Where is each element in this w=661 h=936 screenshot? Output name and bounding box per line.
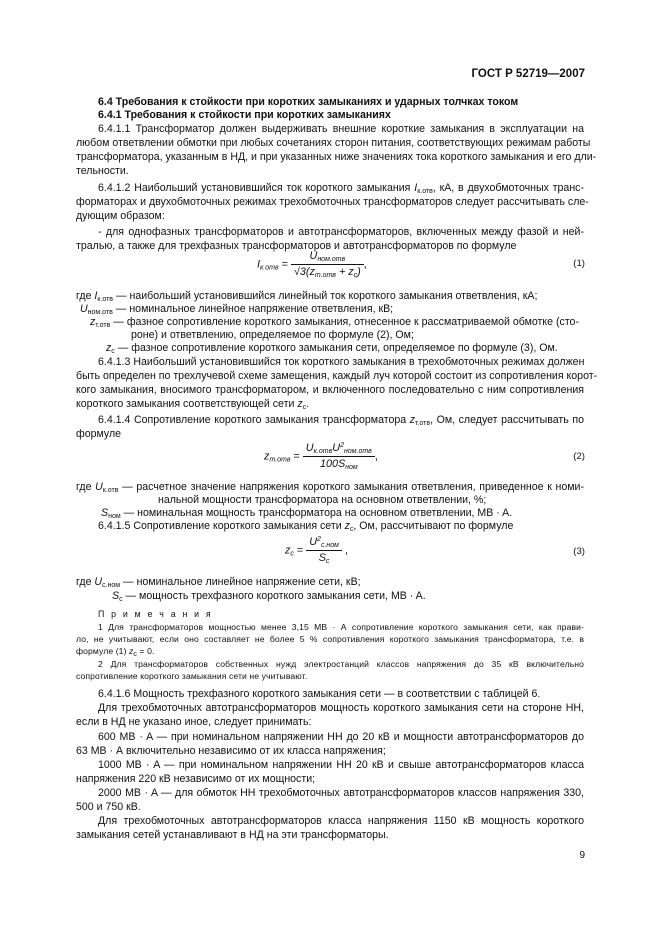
section-6-4-title: 6.4 Требования к стойкости при коротких замыканиях и ударных толчках током xyxy=(98,96,519,108)
where1-line-4: роне) и ответвлению, определяемое по формуле (2), Ом; xyxy=(131,329,414,341)
where3-line-2: $S_с$ — мощность трехфазного короткого замыкания сети, MB · A. xyxy=(112,590,426,603)
p6416-line-11: замыкания сетей устанавливают в НД на эти трансформаторы. xyxy=(76,829,389,841)
p6412-line-1: 6.4.1.2 Наибольший установившийся ток короткого замыкания $I_{к.отв}$, кА, в двухобмоточных транс- xyxy=(98,182,584,195)
p6413-line-1: 6.4.1.3 Наибольший установившийся ток короткого замыкания в трехобмоточных режимах должен xyxy=(98,356,585,368)
where1-line-1: где $I_{к.отв}$ — наибольший установившийся линейный ток короткого замыкания ответвления, кА; xyxy=(76,290,538,303)
page-number: 9 xyxy=(579,850,585,861)
where1-line-2: $U_{ном.отв}$ — номинальное линейное напряжение ответвления, кВ; xyxy=(80,303,394,316)
p6413-line-3: кого замыкания, вносимого трансформатором, и включенного последовательно с ним сопротивления xyxy=(76,384,584,396)
p6416-line-4: 600 MB · A — при номинальном напряжении НН до 20 кВ и мощности автотрансформаторов до xyxy=(98,731,584,743)
p6414-line-2: формуле xyxy=(76,428,122,440)
formula-3: $z_с$ = $\frac{U^2_{с.ном}}{S_с}$ , xyxy=(285,536,348,565)
p6411-line-2: любом ответвлении обмотки при любых сочетаниях сторон питания, соответствующих режимам работы xyxy=(76,137,591,149)
notes-title: П р и м е ч а н и я xyxy=(98,609,213,619)
p6411-line-4: тельности. xyxy=(76,165,129,177)
where2-line-2: нальной мощности трансформатора на основном ответвлении, %; xyxy=(158,494,487,506)
p6416-line-5: 63 МВ · А включительно независимо от их класса напряжения; xyxy=(76,745,386,757)
where3-line-1: где $U_{с.ном}$ — номинальное линейное напряжение сети, кВ; xyxy=(76,576,361,589)
formula-1-number: (1) xyxy=(573,258,585,269)
section-6-4-1-title: 6.4.1 Требования к стойкости при коротких замыканиях xyxy=(98,109,391,121)
p6415-line-1: 6.4.1.5 Сопротивление короткого замыкания сети $z_с$, Ом, рассчитывают по формуле xyxy=(98,520,514,533)
where1-line-5: $z_с$ — фазное сопротивление короткого замыкания сети, определяемое по формуле (3), Ом. xyxy=(106,342,558,355)
note-1-line-2: ло, не учитывают, если оно составляет не более 5 % сопротивления короткого замыкания трансформатора, т.е. в xyxy=(76,634,584,644)
p6416-line-6: 1000 MB · A — при номинальном напряжении НН 20 кВ и свыше автотрансформаторов класса xyxy=(98,759,584,771)
formula-2: $z_{т.отв}$ = $\frac{U_{к.отв}U^2_{ном.отв}}{100S_{ном}}$ , xyxy=(264,442,378,471)
p6412-line-5: тралью, а также для трехфазных трансформаторов и автотрансформаторов по формуле xyxy=(76,240,517,252)
note-1-line-3: формуле (1) $z_с = 0$. xyxy=(76,646,155,658)
p6413-line-2: быть определен по трехлучевой схеме замещения, каждый луч которой состоит из сопротивления корот- xyxy=(76,370,598,382)
p6412-line-4: - для однофазных трансформаторов и автотрансформаторов, включенных между фазой и ней- xyxy=(98,226,584,238)
where2-line-3: $S_{ном}$ — номинальная мощность трансформатора на основном ответвлении, MB · A. xyxy=(101,507,513,520)
p6416-line-8: 2000 MB · A — для обмоток НН трехобмоточных автотрансформаторов классов напряжения 330, xyxy=(98,787,584,799)
note-2-line-2: сопротивление короткого замыкания сети не учитывают. xyxy=(76,671,308,681)
p6416-line-7: напряжения 220 кВ независимо от их мощности; xyxy=(76,773,316,785)
formula-1: $I_{к.отв}$ = $\frac{U_{ном.отв}}{√3(z_{т.отв} + z_с)}$ , xyxy=(257,250,367,279)
p6416-line-10: Для трехобмоточных автотрансформаторов класса напряжения 1150 кВ мощность короткого xyxy=(98,815,584,827)
note-1-line-1: 1 Для трансформаторов мощностью менее 3,15 МВ · А сопротивление короткого замыкания сети, как прави- xyxy=(98,622,584,632)
p6416-line-3: если в НД не указано иное, следует принимать: xyxy=(76,716,312,728)
p6412-line-2: форматорах и двухобмоточных режимах трехобмоточных трансформаторов следует рассчитывать сле- xyxy=(76,196,589,208)
p6411-line-3: трансформатора, указанным в НД, и при указанных ниже значениях тока короткого замыкания и его дли- xyxy=(76,151,597,163)
formula-3-number: (3) xyxy=(573,546,585,557)
p6414-line-1: 6.4.1.4 Сопротивление короткого замыкания трансформатора $z_{т.отв}$, Ом, следует рассчитывать по xyxy=(98,414,584,427)
note-2-line-1: 2 Для трансформаторов собственных нужд электростанций классов напряжения до 35 кВ включительно xyxy=(98,659,584,669)
where2-line-1: где $U_{к.отв}$ — расчетное значение напряжения короткого замыкания ответвления, приведенное к номи- xyxy=(76,481,585,494)
where1-line-3: $z_{т.отв}$ — фазное сопротивление короткого замыкания, отнесенное к рассматриваемой обмотке (сто- xyxy=(90,316,579,329)
p6411-line-1: 6.4.1.1 Трансформатор должен выдерживать внешние короткие замыкания в эксплуатации на xyxy=(98,123,584,135)
p6416-line-1: 6.4.1.6 Мощность трехфазного короткого замыкания сети — в соответствии с таблицей 6. xyxy=(98,688,541,700)
p6412-line-3: дующим образом: xyxy=(76,210,165,222)
p6413-line-4: короткого замыкания соответствующей сети $z_с$. xyxy=(76,398,310,411)
p6416-line-2: Для трехобмоточных автотрансформаторов мощность короткого замыкания сети на стороне НН, xyxy=(98,702,584,714)
formula-2-number: (2) xyxy=(573,451,585,462)
p6416-line-9: 500 и 750 кВ. xyxy=(76,801,141,813)
document-id: ГОСТ Р 52719—2007 xyxy=(471,68,585,80)
